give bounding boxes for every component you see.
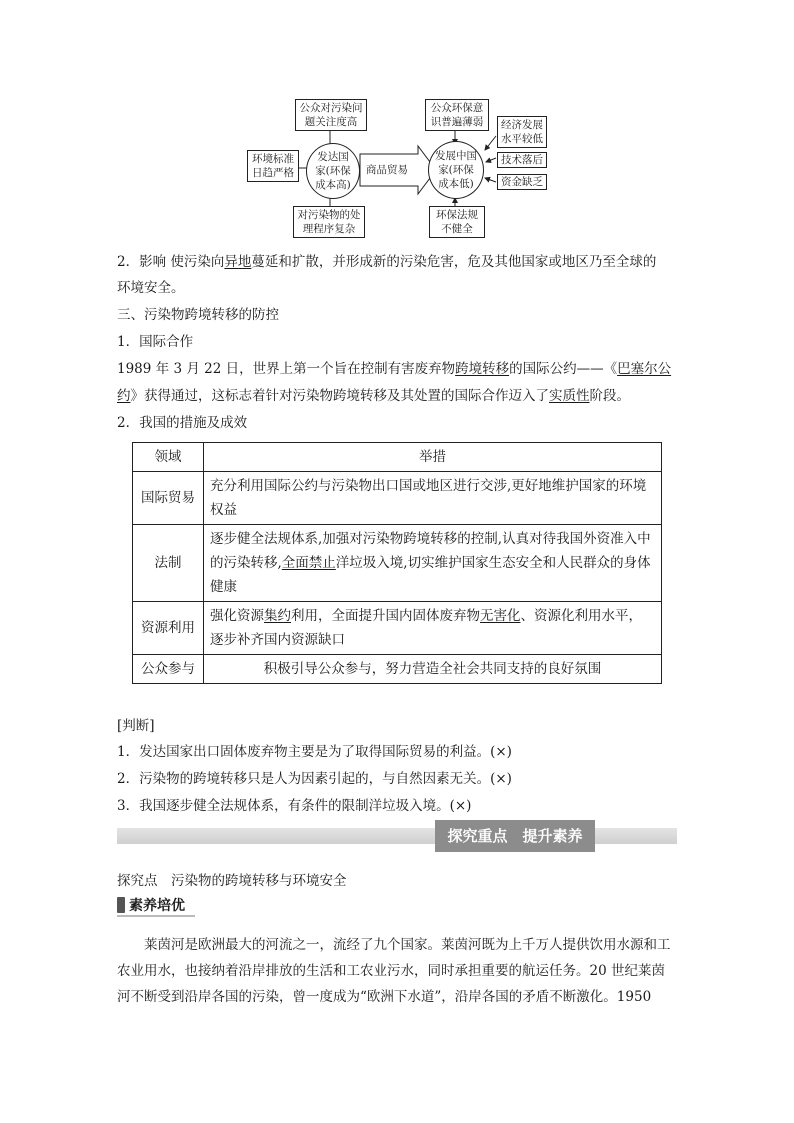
table-header-measure: 举措: [204, 443, 662, 472]
resource-text-c: 、资源化利用水平，逐步补齐国内资源缺口: [210, 608, 642, 648]
resource-text-a: 强化资源: [210, 608, 264, 624]
table-cell-text: [204, 525, 662, 602]
coop-line-1: [117, 359, 671, 379]
table-header-row: [133, 443, 662, 472]
coop-t2: 的国际公约——《: [509, 361, 618, 377]
coop-title: 1．国际合作: [117, 334, 194, 350]
judge-item-3: 3．我国逐步健全法规体系，有条件的限制洋垃圾入境。(×): [117, 798, 472, 814]
coop-u4: 实质性: [549, 388, 590, 404]
tag-underline: [117, 915, 195, 917]
developing-country-circle: 发展中国家(环保成本低): [428, 141, 484, 199]
tag-marker-icon: [117, 897, 125, 913]
impact-underline-1: 异地: [224, 254, 252, 270]
right-top-box: 公众环保意识普遍薄弱: [425, 99, 489, 131]
left-bottom-box: 对污染物的处理程序复杂: [293, 206, 365, 238]
table-cell-field: 公众参与: [133, 655, 204, 684]
coop-t4: 阶段。: [589, 388, 630, 404]
judge-item-2: 2．污染物的跨境转移只是人为因素引起的，与自然因素无关。(×): [117, 771, 512, 787]
coop-u1: 跨境转移: [455, 361, 510, 377]
resource-text-b: 利用，全面提升国内固体废弃物: [291, 608, 480, 624]
resource-text-u1: 集约: [264, 608, 291, 624]
legal-text-a: 逐步健全法规体系,加强对污染物跨境转移的控制,认真对待我国外资准入中的污染转移,: [210, 531, 651, 571]
impact-text-1: 使污染向: [170, 254, 225, 270]
coop-u2: 巴塞尔公: [617, 361, 672, 377]
left-side-box: 环境标准日趋严格: [247, 150, 299, 182]
section3-title: 三、污染物跨境转移的防控: [117, 307, 279, 323]
legal-text-u: 全面禁止: [281, 555, 336, 571]
coop-line-2: [117, 386, 630, 406]
right-bottom-box: 环保法规不健全: [429, 206, 485, 238]
explore-point: 探究点 污染物的跨境转移与环境安全: [117, 873, 347, 889]
impact-line-1: [117, 252, 656, 272]
right-side-box-3: 资金缺乏: [497, 174, 547, 190]
banner-title: 探究重点 提升素养: [435, 820, 595, 852]
coop-t3: 》获得通过，这标志着针对污染物跨境转移及其处置的国际合作迈入了: [130, 388, 549, 404]
rhine-passage: 莱茵河是欧洲最大的河流之一，流经了九个国家。莱茵河既为上千万人提供饮用水源和工农业用水，也接纳着沿岸排放的生活和工农业污水，同时承担重要的航运任务。20 世纪莱茵河不断受到沿岸各国的污染，曾一度成为“欧洲下水道”，沿岸各国的矛盾不断激化。1950: [117, 937, 671, 1005]
table-row: [133, 655, 662, 684]
trade-label: 商品贸易: [366, 164, 408, 176]
developed-country-circle: 发达国家(环保成本高): [306, 143, 360, 199]
table-cell-text: 充分利用国际公约与污染物出口国或地区进行交涉,更好地维护国家的环境权益: [204, 472, 662, 525]
right-side-box-2: 技术落后: [497, 152, 547, 168]
table-cell-text: [204, 602, 662, 655]
impact-prefix: 2．影响: [117, 254, 167, 270]
legal-text-b: 洋垃圾入境,切实维护国家生态安全和人民群众的身体健康: [210, 555, 651, 595]
literacy-tag: [117, 894, 185, 916]
left-top-box: 公众对污染问题关注度高: [295, 99, 367, 131]
table-cell-field: 法制: [133, 525, 204, 602]
impact-text-3: 环境安全。: [117, 280, 185, 296]
judge-item-1: 1．发达国家出口固体废弃物主要是为了取得国际贸易的利益。(×): [117, 744, 512, 760]
section-banner: [117, 820, 677, 852]
measures-table: [132, 442, 662, 684]
table-header-field: 领域: [133, 443, 204, 472]
table-row: [133, 525, 662, 602]
coop-t1: 1989 年 3 月 22 日，世界上第一个旨在控制有害废弃物: [117, 361, 456, 377]
table-row: [133, 602, 662, 655]
coop-u3: 约: [117, 388, 131, 404]
table-cell-field: 资源利用: [133, 602, 204, 655]
table-cell-field: 国际贸易: [133, 472, 204, 525]
table-row: [133, 472, 662, 525]
table-cell-text: 积极引导公众参与，努力营造全社会共同支持的良好氛围: [204, 655, 662, 684]
tag-label: 素养培优: [129, 898, 185, 914]
impact-text-2: 蔓延和扩散，并形成新的污染危害，危及其他国家或地区乃至全球的: [251, 254, 657, 270]
resource-text-u2: 无害化: [480, 608, 521, 624]
judge-title: [判断]: [117, 718, 155, 734]
right-side-box-1: 经济发展水平较低: [497, 116, 547, 148]
measures-title: 2．我国的措施及成效: [117, 415, 248, 431]
